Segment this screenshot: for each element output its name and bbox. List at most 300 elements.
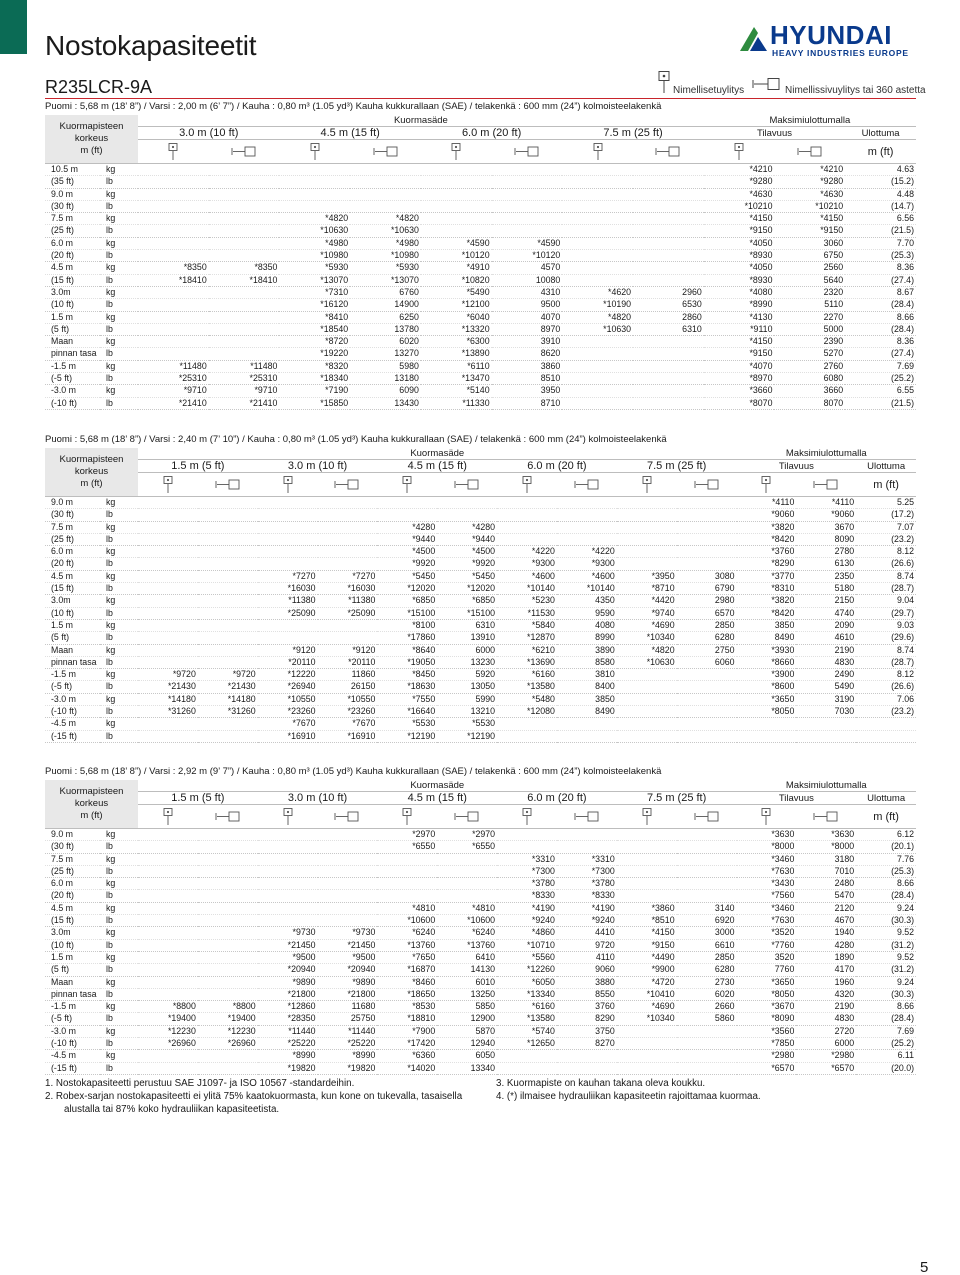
table-cell: *3900 (737, 669, 797, 681)
table-cell: 2350 (796, 570, 856, 582)
table-cell (677, 890, 737, 902)
unit-label: lb (100, 681, 138, 693)
unit-label: lb (100, 607, 138, 619)
table-row (45, 644, 916, 656)
front-load-icon (138, 473, 198, 497)
unit-label: lb (100, 865, 138, 877)
table-cell (617, 829, 677, 841)
table-cell (198, 570, 258, 582)
table-cell (318, 546, 378, 558)
table-cell: 2390 (774, 336, 845, 348)
row-height-label: 4.5 m (45, 570, 100, 582)
table-cell: 5870 (437, 1025, 497, 1037)
table-cell (497, 730, 557, 742)
unit-label: kg (100, 286, 138, 298)
radius-col-header: 1.5 m (5 ft) (138, 792, 258, 805)
table-cell: *21430 (198, 681, 258, 693)
row-height-label: (10 ft) (45, 299, 100, 311)
table-cell (497, 841, 557, 853)
table-cell: *9740 (617, 607, 677, 619)
table-cell: *8330 (557, 890, 617, 902)
table-cell: *11330 (421, 397, 492, 409)
table-cell: (25.2) (856, 1038, 916, 1050)
table-cell: 6000 (437, 644, 497, 656)
table-cell (138, 927, 198, 939)
unit-label: kg (100, 164, 138, 176)
table-cell: *9150 (774, 225, 845, 237)
table-cell (677, 730, 737, 742)
row-height-label: (10 ft) (45, 939, 100, 951)
title-rule (45, 98, 916, 99)
table-cell: *13340 (497, 988, 557, 1000)
table-cell (617, 533, 677, 545)
table-cell: 4830 (796, 1013, 856, 1025)
table-cell: *26960 (198, 1038, 258, 1050)
row-height-label: 1.5 m (45, 619, 100, 631)
table-cell: *7670 (318, 718, 378, 730)
table-cell: *28350 (258, 1013, 318, 1025)
table-cell: *3860 (617, 902, 677, 914)
table-cell (557, 497, 617, 509)
row-height-label: (25 ft) (45, 225, 100, 237)
table-cell: *4590 (421, 237, 492, 249)
table-cell: 14130 (437, 964, 497, 976)
table-cell (633, 200, 704, 212)
table-cell: *19820 (318, 1062, 378, 1074)
table-cell: *10550 (258, 693, 318, 705)
table-cell: *7630 (737, 915, 797, 927)
table-cell: *9150 (704, 348, 775, 360)
table-row (45, 497, 916, 509)
table-row (45, 706, 916, 718)
table-cell: *8350 (209, 262, 280, 274)
row-height-label: Maan (45, 644, 100, 656)
table-cell: *6240 (377, 927, 437, 939)
table-cell (557, 509, 617, 521)
table-cell (437, 878, 497, 890)
table-cell (318, 619, 378, 631)
table-cell (318, 509, 378, 521)
table-cell (677, 718, 737, 730)
table-cell: *10630 (562, 323, 633, 335)
table-cell (198, 644, 258, 656)
table-cell: *16910 (318, 730, 378, 742)
table-cell (633, 176, 704, 188)
table-cell: *8990 (318, 1050, 378, 1062)
unit-label: lb (100, 730, 138, 742)
table-cell: *7300 (557, 865, 617, 877)
table-cell (617, 497, 677, 509)
table-cell: *9920 (377, 558, 437, 570)
table-cell: 8620 (492, 348, 563, 360)
table-cell: *2980 (737, 1050, 797, 1062)
table-cell (557, 730, 617, 742)
table-cell (258, 829, 318, 841)
table-cell: (23.2) (856, 706, 916, 718)
table-cell (617, 693, 677, 705)
table-cell (557, 1050, 617, 1062)
table-cell (318, 902, 378, 914)
table-cell: *6160 (497, 1001, 557, 1013)
table-cell: 8.36 (845, 336, 916, 348)
table-cell: 13270 (350, 348, 421, 360)
table-cell: 9720 (557, 939, 617, 951)
radius-col-header: 1.5 m (5 ft) (138, 460, 258, 473)
table-cell (421, 188, 492, 200)
table-cell: *4420 (617, 595, 677, 607)
table-cell: *3930 (737, 644, 797, 656)
table-cell: *7270 (318, 570, 378, 582)
side-load-icon (557, 473, 617, 497)
table-cell: (25.2) (845, 373, 916, 385)
row-height-label: 3.0m (45, 595, 100, 607)
table-cell: *20110 (258, 656, 318, 668)
table-cell: *8720 (279, 336, 350, 348)
table-cell: (28.4) (856, 1013, 916, 1025)
table-cell: 4080 (557, 619, 617, 631)
table-cell: 4830 (796, 656, 856, 668)
table-cell: 5640 (774, 274, 845, 286)
radius-col-header: 7.5 m (25 ft) (562, 127, 703, 140)
table-cell (258, 521, 318, 533)
row-height-label: -4.5 m (45, 1050, 100, 1062)
table-cell (138, 213, 209, 225)
table-cell: *17860 (377, 632, 437, 644)
table-cell: 1940 (796, 927, 856, 939)
table-cell: *10340 (617, 1013, 677, 1025)
table-cell: *5530 (437, 718, 497, 730)
table-cell: 6.12 (856, 829, 916, 841)
table-cell (562, 262, 633, 274)
table-row (45, 964, 916, 976)
row-height-label: 10.5 m (45, 164, 100, 176)
legend-front-label: Nimellisetuylitys (673, 85, 745, 96)
side-load-icon (198, 473, 258, 497)
reach-header: Ulottuma (845, 127, 916, 140)
table-cell: 5860 (677, 1013, 737, 1025)
table-cell: *9500 (258, 951, 318, 963)
legend-side-label: Nimellissivuylitys tai 360 astetta (785, 85, 926, 96)
table-cell: *4980 (350, 237, 421, 249)
table-cell: *10120 (492, 250, 563, 262)
table-cell: *4810 (437, 902, 497, 914)
table-cell: *7300 (497, 865, 557, 877)
table-cell: 8.74 (856, 644, 916, 656)
table-cell (557, 521, 617, 533)
table-cell: 3880 (557, 976, 617, 988)
table-cell (198, 976, 258, 988)
table-cell: 8270 (557, 1038, 617, 1050)
table-cell (492, 164, 563, 176)
table-cell: (23.2) (856, 533, 916, 545)
table-cell: 7010 (796, 865, 856, 877)
table-cell: 4610 (796, 632, 856, 644)
capacity-table-2 (45, 434, 916, 743)
table-cell: *12190 (437, 730, 497, 742)
table-cell: 26150 (318, 681, 378, 693)
table-cell: *8000 (796, 841, 856, 853)
front-load-icon (421, 140, 492, 164)
unit-label: kg (100, 570, 138, 582)
row-height-label: (20 ft) (45, 250, 100, 262)
table-cell: *12190 (377, 730, 437, 742)
table-cell (677, 1038, 737, 1050)
table-cell: *9240 (497, 915, 557, 927)
table-cell (138, 250, 209, 262)
table-row (45, 1038, 916, 1050)
table-cell: 6280 (677, 632, 737, 644)
table-cell (562, 164, 633, 176)
table-row (45, 200, 916, 212)
table-cell: 4170 (796, 964, 856, 976)
row-height-label: pinnan tasa (45, 656, 100, 668)
table-cell (279, 164, 350, 176)
table-cell: *10600 (437, 915, 497, 927)
capacity-table (45, 115, 916, 410)
table-cell (617, 853, 677, 865)
table-cell: *8800 (198, 1001, 258, 1013)
table-cell: (28.4) (845, 299, 916, 311)
front-load-icon (377, 473, 437, 497)
table-cell: *3310 (497, 853, 557, 865)
table-row (45, 521, 916, 533)
table-cell: *8050 (737, 706, 797, 718)
table-cell: 4.48 (845, 188, 916, 200)
table-cell: *23260 (258, 706, 318, 718)
table-cell: 13230 (437, 656, 497, 668)
side-load-icon (633, 140, 704, 164)
table-cell: *12650 (497, 1038, 557, 1050)
table-cell (198, 964, 258, 976)
table-cell: *3670 (737, 1001, 797, 1013)
table-cell (318, 497, 378, 509)
table-row (45, 533, 916, 545)
table-cell (138, 976, 198, 988)
table-row (45, 902, 916, 914)
table-cell: 6080 (774, 373, 845, 385)
table-row (45, 669, 916, 681)
table-cell: 4570 (492, 262, 563, 274)
unit-label: kg (100, 1001, 138, 1013)
table-cell: 5980 (350, 360, 421, 372)
table-cell: 9.52 (856, 951, 916, 963)
table-row (45, 718, 916, 730)
table-cell (138, 348, 209, 360)
unit-label: kg (100, 902, 138, 914)
table-cell: *3630 (796, 829, 856, 841)
table-cell: *10410 (617, 988, 677, 1000)
table-cell: *9720 (198, 669, 258, 681)
unit-label: lb (100, 509, 138, 521)
table-cell (421, 176, 492, 188)
top-green-bar (0, 0, 27, 54)
table-cell: *13580 (497, 1013, 557, 1025)
table-cell: 6750 (774, 250, 845, 262)
table-cell: *6550 (437, 841, 497, 853)
table-cell (633, 274, 704, 286)
radius-col-header: 3.0 m (10 ft) (258, 460, 378, 473)
table-cell (138, 656, 198, 668)
height-header-text: Kuormapisteen korkeus m (ft) (59, 121, 124, 156)
table-cell: *4860 (497, 927, 557, 939)
table-cell (198, 730, 258, 742)
unit-label: kg (100, 595, 138, 607)
table-cell: 8970 (492, 323, 563, 335)
table-cell (677, 681, 737, 693)
table-cell (562, 213, 633, 225)
table-cell (198, 533, 258, 545)
table-cell: *5450 (377, 570, 437, 582)
row-height-label: 7.5 m (45, 213, 100, 225)
table-cell (557, 1062, 617, 1074)
table-cell (138, 902, 198, 914)
table-cell (617, 1038, 677, 1050)
unit-label: kg (100, 693, 138, 705)
row-height-label: (35 ft) (45, 176, 100, 188)
table-cell: *8420 (737, 607, 797, 619)
table-row (45, 509, 916, 521)
table-cell (497, 509, 557, 521)
table-row (45, 286, 916, 298)
table-cell (497, 533, 557, 545)
table-cell: *16030 (258, 583, 318, 595)
table-cell: 9590 (557, 607, 617, 619)
table-cell: *4620 (562, 286, 633, 298)
table-cell: *11380 (258, 595, 318, 607)
table-cell (677, 878, 737, 890)
table-cell: *3460 (737, 853, 797, 865)
table-row (45, 558, 916, 570)
table-cell: *9110 (704, 323, 775, 335)
table-row (45, 841, 916, 853)
reach-header: Ulottuma (856, 792, 916, 805)
table-cell (138, 853, 198, 865)
table-cell (562, 188, 633, 200)
table-cell (138, 988, 198, 1000)
table-cell: *19050 (377, 656, 437, 668)
table-cell: 8070 (774, 397, 845, 409)
table-cell (209, 164, 280, 176)
hyundai-logo (740, 20, 916, 60)
table-cell: *3650 (737, 693, 797, 705)
table-row (45, 927, 916, 939)
table-cell: 6000 (796, 1038, 856, 1050)
row-height-label: (-15 ft) (45, 1062, 100, 1074)
row-height-label: -1.5 m (45, 360, 100, 372)
row-height-label: pinnan tasa (45, 988, 100, 1000)
table-cell (497, 1050, 557, 1062)
table-row (45, 299, 916, 311)
table-cell: *7760 (737, 939, 797, 951)
row-height-label: (5 ft) (45, 964, 100, 976)
table-cell (318, 890, 378, 902)
table-cell (318, 632, 378, 644)
table-row (45, 373, 916, 385)
row-height-label: 1.5 m (45, 951, 100, 963)
table-cell (209, 200, 280, 212)
table-cell: 8.12 (856, 546, 916, 558)
table-cell: *4080 (704, 286, 775, 298)
unit-label: lb (100, 176, 138, 188)
capacity-header: Tilavuus (704, 127, 845, 140)
row-height-label: (30 ft) (45, 841, 100, 853)
table-cell: *4820 (279, 213, 350, 225)
table-cell: *4110 (737, 497, 797, 509)
table-cell: *9150 (704, 225, 775, 237)
capacity-table-1 (45, 101, 916, 410)
table-cell: 4410 (557, 927, 617, 939)
table-cell (138, 632, 198, 644)
table-cell: *6210 (497, 644, 557, 656)
table-cell (258, 497, 318, 509)
table-row (45, 336, 916, 348)
table-cell: 5110 (774, 299, 845, 311)
radius-col-header: 3.0 m (10 ft) (258, 792, 378, 805)
table-cell: *10710 (497, 939, 557, 951)
radius-col-header: 4.5 m (15 ft) (377, 460, 497, 473)
table-row (45, 164, 916, 176)
table-cell (677, 546, 737, 558)
table-cell: (14.7) (845, 200, 916, 212)
table-cell: *6850 (437, 595, 497, 607)
table-cell: *8930 (704, 274, 775, 286)
table-cell (258, 619, 318, 631)
table-cell (617, 521, 677, 533)
table-cell: 6310 (437, 619, 497, 631)
table-cell: 8.36 (845, 262, 916, 274)
table-cell (617, 509, 677, 521)
table-cell: 25750 (318, 1013, 378, 1025)
table-cell: *18410 (138, 274, 209, 286)
table-cell: 3760 (557, 1001, 617, 1013)
table-cell: 2120 (796, 902, 856, 914)
table-cell (617, 706, 677, 718)
height-header-text: Kuormapisteen korkeus m (ft) (59, 454, 124, 489)
table-row (45, 1001, 916, 1013)
table-cell: *13070 (279, 274, 350, 286)
load-radius-header: Kuormasäde (138, 448, 737, 460)
table-cell: 5990 (437, 693, 497, 705)
unit-label: kg (100, 619, 138, 631)
table-cell (258, 841, 318, 853)
row-height-label: 9.0 m (45, 829, 100, 841)
row-height-label: (15 ft) (45, 915, 100, 927)
table-row (45, 730, 916, 742)
table-cell (497, 1062, 557, 1074)
table-cell: *9300 (557, 558, 617, 570)
table-cell (677, 533, 737, 545)
table-cell: *8100 (377, 619, 437, 631)
table-cell (138, 164, 209, 176)
table-cell: 8400 (557, 681, 617, 693)
table-cell: *6360 (377, 1050, 437, 1062)
hyundai-triangle-icon (740, 25, 770, 51)
row-height-label: (15 ft) (45, 274, 100, 286)
table-cell: *7190 (279, 385, 350, 397)
row-height-label: (10 ft) (45, 607, 100, 619)
table-cell: *18340 (279, 373, 350, 385)
table-cell: *4690 (617, 1001, 677, 1013)
capacity-header: Tilavuus (737, 792, 857, 805)
table-cell: *18540 (279, 323, 350, 335)
table-cell: 1960 (796, 976, 856, 988)
row-height-label: (25 ft) (45, 865, 100, 877)
table-cell: 6610 (677, 939, 737, 951)
unit-label: kg (100, 829, 138, 841)
table-cell: *10630 (279, 225, 350, 237)
table-cell (492, 200, 563, 212)
table-cell: *12260 (497, 964, 557, 976)
